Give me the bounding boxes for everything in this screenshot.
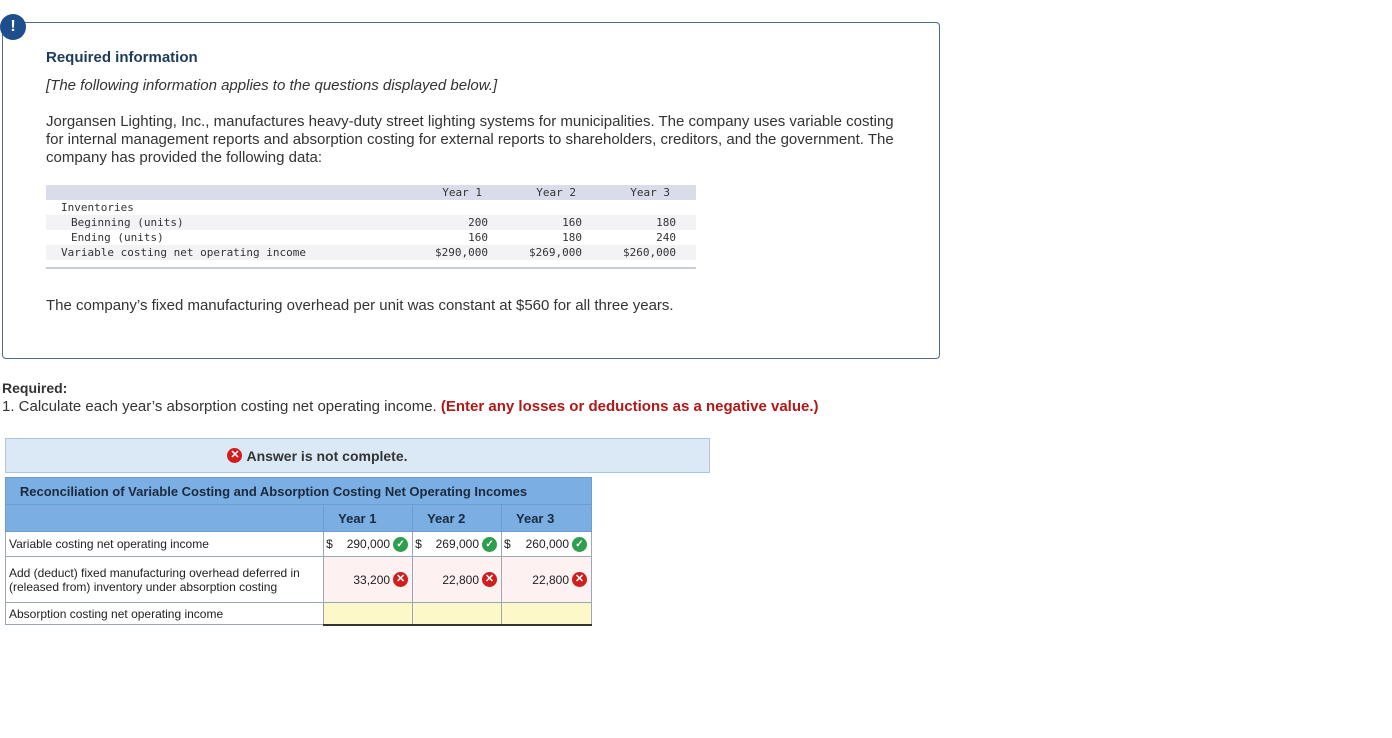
table-row [46, 200, 696, 215]
row-label: Beginning (units) [71, 216, 184, 229]
cell-value: $290,000 [435, 246, 488, 259]
header-year-2: Year 2 [536, 186, 576, 199]
cell-value: 200 [468, 216, 488, 229]
input-fmoh-year-3[interactable] [502, 557, 592, 603]
check-circle-icon: ✓ [482, 537, 497, 552]
header-year-3: Year 3 [630, 186, 670, 199]
required-information-panel [2, 22, 940, 359]
x-circle-icon: ✕ [227, 448, 242, 463]
section-label-inventories: Inventories [61, 201, 134, 214]
table-row [6, 557, 592, 603]
check-circle-icon: ✓ [393, 537, 408, 552]
reconciliation-title: Reconciliation of Variable Costing and Absorption Costing Net Operating Incomes [6, 478, 592, 505]
x-circle-icon: ✕ [572, 572, 587, 587]
required-question [2, 398, 819, 415]
status-text: Answer is not complete. [246, 447, 408, 464]
cell-value: 260,000 [525, 537, 569, 551]
required-label: Required: [2, 380, 68, 396]
input-fmoh-year-1[interactable] [324, 557, 413, 603]
question-text: 1. Calculate each year’s absorption costing net operating income. [2, 398, 437, 415]
x-circle-icon: ✕ [482, 572, 497, 587]
row-label: Absorption costing net operating income [6, 603, 324, 625]
cell-value: 180 [562, 231, 582, 244]
cell-value: 160 [468, 231, 488, 244]
table-spacer [46, 260, 696, 267]
input-ac-noi-year-1[interactable] [324, 603, 413, 625]
input-vc-noi-year-1[interactable] [324, 532, 413, 557]
currency-symbol: $ [415, 537, 422, 551]
input-vc-noi-year-3[interactable] [502, 532, 592, 557]
cell-value: 180 [656, 216, 676, 229]
info-paragraph: Jorgansen Lighting, Inc., manufactures heavy-duty street lighting systems for municipalities. The company uses variable costing for internal management reports and absorption costing for external reports to shareholders, creditors, and the government. The company has provided the following data: [46, 113, 894, 166]
inventory-data-table [46, 185, 696, 269]
input-ac-noi-year-2[interactable] [413, 603, 502, 625]
info-note: [The following information applies to the questions displayed below.] [46, 77, 498, 94]
row-label: Variable costing net operating income [61, 246, 307, 259]
table-row [46, 245, 696, 260]
cell-value: 290,000 [346, 537, 391, 551]
cell-value: $269,000 [529, 246, 582, 259]
header-blank [6, 505, 324, 532]
input-ac-noi-year-3[interactable] [502, 603, 592, 625]
cell-value: 22,800 [442, 572, 480, 587]
header-year-1: Year 1 [442, 186, 482, 199]
table-row [46, 230, 696, 245]
cell-value: 160 [562, 216, 582, 229]
cell-value: 269,000 [435, 537, 480, 551]
answer-status-bar [5, 438, 710, 473]
input-vc-noi-year-2[interactable] [413, 532, 502, 557]
cell-value: $260,000 [623, 246, 676, 259]
data-table-header [46, 185, 696, 200]
row-label: Variable costing net operating income [6, 532, 324, 557]
table-row [6, 603, 592, 625]
input-fmoh-year-2[interactable] [413, 557, 502, 603]
header-year-1: Year 1 [324, 505, 413, 532]
reconciliation-table [5, 477, 592, 626]
row-label: Ending (units) [71, 231, 164, 244]
info-footer: The company’s fixed manufacturing overhead per unit was constant at $560 for all three years. [46, 297, 674, 314]
x-circle-icon: ✕ [393, 572, 408, 587]
header-year-2: Year 2 [413, 505, 502, 532]
header-year-3: Year 3 [502, 505, 592, 532]
info-title: Required information [46, 49, 198, 66]
check-circle-icon: ✓ [572, 537, 587, 552]
currency-symbol: $ [326, 537, 333, 551]
cell-value: 240 [656, 231, 676, 244]
table-row [6, 532, 592, 557]
row-label: Add (deduct) fixed manufacturing overhead deferred in (released from) inventory under absorption costing [6, 557, 324, 603]
alert-icon: ! [0, 14, 26, 40]
cell-value: 22,800 [532, 572, 569, 587]
currency-symbol: $ [504, 537, 511, 551]
cell-value: 33,200 [353, 572, 391, 587]
table-row [46, 215, 696, 230]
question-hint: (Enter any losses or deductions as a negative value.) [440, 398, 819, 415]
